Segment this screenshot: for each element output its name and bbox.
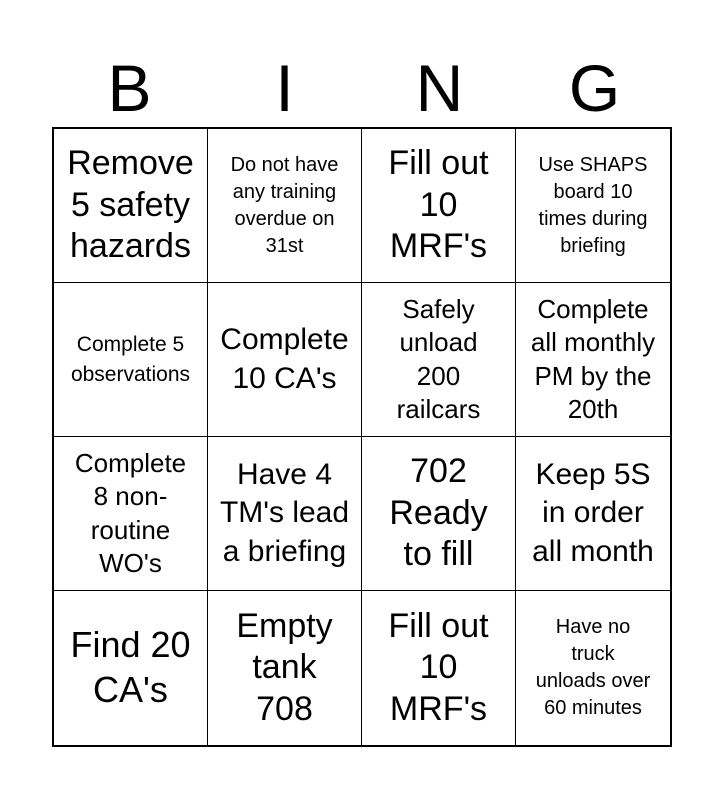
cell-text: Complete 10 CA's (220, 323, 349, 395)
bingo-cell-r2-c1[interactable] (208, 437, 362, 591)
bingo-cell-r0-c3[interactable] (516, 129, 670, 283)
bingo-cell-r1-c2[interactable] (362, 283, 516, 437)
cell-text: Find 20 CA's (70, 624, 191, 710)
cell-text: 702 Ready to fill (389, 452, 488, 574)
bingo-cell-r2-c3[interactable] (516, 437, 670, 591)
bingo-cell-r0-c1[interactable] (208, 129, 362, 283)
cell-text: Safely unload 200 railcars (396, 293, 481, 424)
header-letter-n: N (415, 51, 464, 125)
cell-text: Complete all monthly PM by the 20th (530, 293, 656, 424)
cell-text: Use SHAPS board 10 times during briefing (538, 153, 648, 257)
header-letter-i: I (275, 51, 294, 125)
cell-text: Fill out 10 MRF's (388, 606, 489, 728)
bingo-cell-r1-c3[interactable] (516, 283, 670, 437)
cell-text: Have 4 TM's lead a briefing (219, 457, 350, 568)
bingo-cell-r0-c0[interactable] (54, 129, 208, 283)
bingo-cell-r1-c1[interactable] (208, 283, 362, 437)
bingo-cell-r0-c2[interactable] (362, 129, 516, 283)
cell-text: Empty tank 708 (236, 606, 333, 728)
bingo-cell-r3-c0[interactable] (54, 591, 208, 745)
bingo-board (52, 127, 672, 747)
bingo-cell-r1-c0[interactable] (54, 283, 208, 437)
cell-text: Complete 5 observations (70, 333, 191, 386)
header-letter-g: G (568, 51, 621, 125)
cell-text: Fill out 10 MRF's (388, 144, 489, 266)
cell-text: Keep 5S in order all month (532, 457, 654, 568)
bingo-cell-r2-c2[interactable] (362, 437, 516, 591)
header-letter-b: B (107, 51, 152, 125)
bingo-cell-r3-c2[interactable] (362, 591, 516, 745)
cell-text: Do not have any training overdue on 31st (230, 153, 339, 257)
cell-text: Have no truck unloads over 60 minutes (535, 616, 651, 719)
bingo-cell-r3-c3[interactable] (516, 591, 670, 745)
cell-text: Remove 5 safety hazards (67, 144, 194, 266)
cell-text: Complete 8 non- routine WO's (74, 447, 187, 578)
bingo-cell-r3-c1[interactable] (208, 591, 362, 745)
bingo-header (52, 48, 672, 128)
bingo-cell-r2-c0[interactable] (54, 437, 208, 591)
